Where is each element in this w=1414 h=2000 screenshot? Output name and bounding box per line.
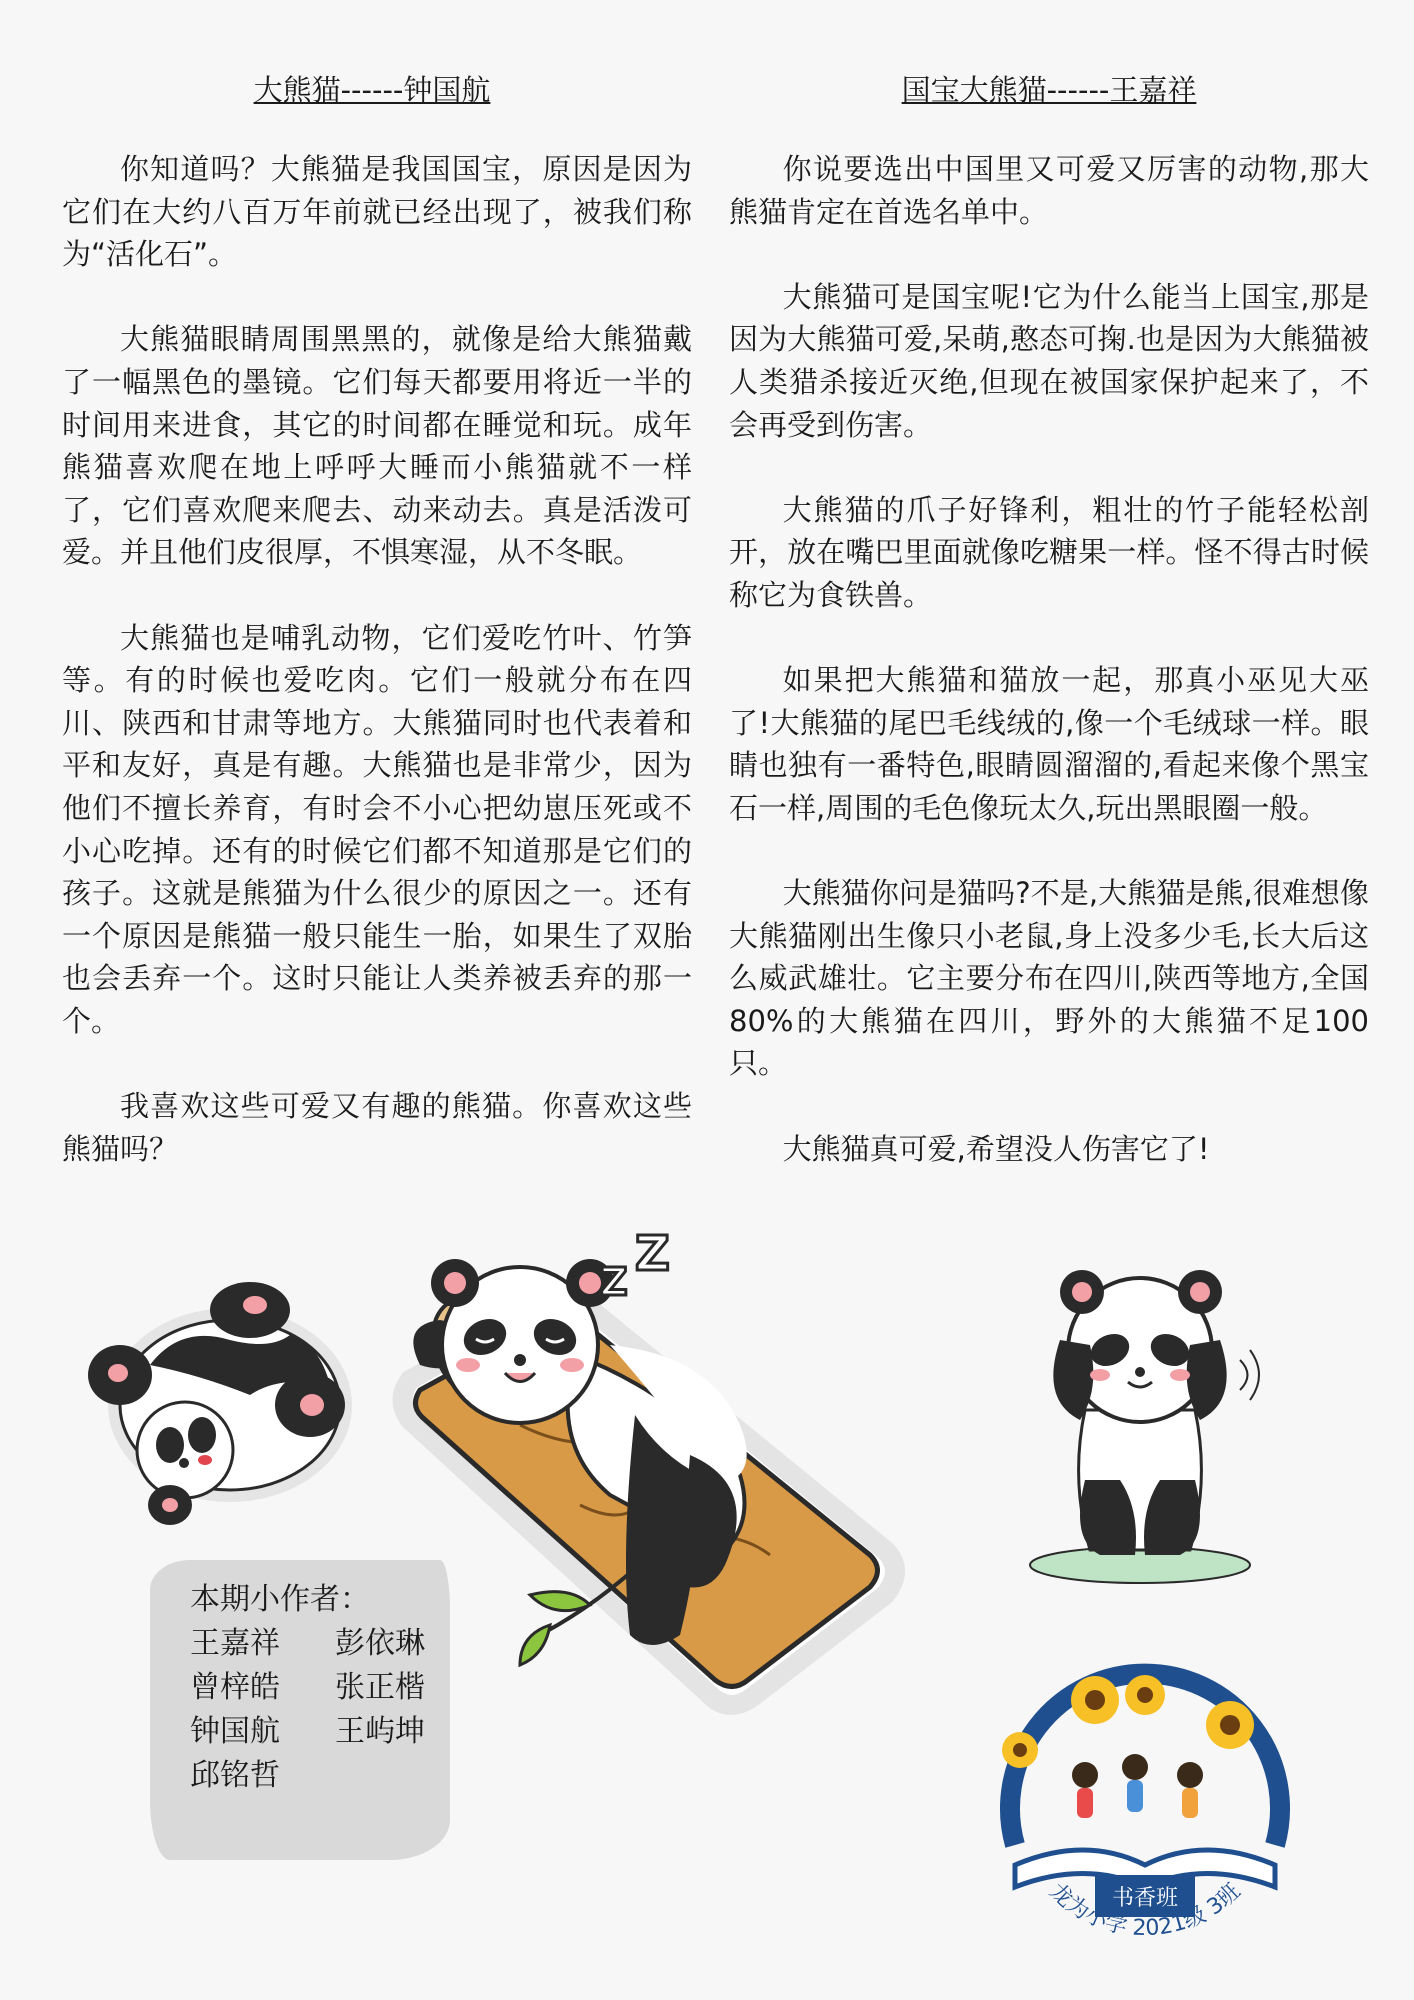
class-badge-logo xyxy=(985,1655,1305,1975)
badge-class-name: 书香班 xyxy=(1111,1886,1179,1911)
author-name: 张正楷 xyxy=(335,1670,425,1705)
right-paragraph-1: 你说要选出中国里又可爱又厉害的动物,那大熊猫肯定在首选名单中。 xyxy=(729,152,1369,229)
svg-text:Z: Z xyxy=(600,1260,628,1304)
author-name: 彭依琳 xyxy=(335,1626,425,1661)
left-paragraph-3: 大熊猫也是哺乳动物，它们爱吃竹叶、竹笋等。有的时候也爱吃肉。它们一般就分布在四川、陕西和甘肃等地方。大熊猫同时也代表着和平和友好，真是有趣。大熊猫也是非常少，因为他们不擅长养育，有时会不小心把幼崽压死或不小心吃掉。还有的时候它们都不知道那是它们的孩子。这就是熊猫为什么很少的原因之一。还有一个原因是熊猫一般只能生一胎，如果生了双胎也会丢弃一个。这时只能让人类养被丢弃的那一个。 xyxy=(62,620,692,1038)
right-paragraph-6: 大熊猫真可爱,希望没人伤害它了! xyxy=(782,1131,1210,1166)
right-article-title: 国宝大熊猫------王嘉祥 xyxy=(901,73,1197,107)
author-name: 邱铭哲 xyxy=(190,1758,280,1793)
author-name: 王屿坤 xyxy=(335,1714,425,1749)
right-paragraph-5: 大熊猫你问是猫吗?不是,大熊猫是熊,很难想像大熊猫刚出生像只小老鼠,身上没多少毛,长大后这么威武雄壮。它主要分布在四川,陕西等地方,全国80%的大熊猫在四川，野外的大熊猫不足100只。 xyxy=(729,876,1369,1081)
right-paragraph-3: 大熊猫的爪子好锋利，粗壮的竹子能轻松剖开，放在嘴巴里面就像吃糖果一样。怪不得古时候称它为食铁兽。 xyxy=(729,492,1369,612)
right-article xyxy=(729,62,1369,1213)
right-paragraph-2: 大熊猫可是国宝呢!它为什么能当上国宝,那是因为大熊猫可爱,呆萌,憨态可掬.也是因为大熊猫被人类猎杀接近灭绝,但现在被国家保护起来了，不会再受到伤害。 xyxy=(729,279,1369,442)
children-running-icon xyxy=(1072,1754,1203,1818)
badge-school-name: 龙为小学 2021级 3班 xyxy=(1044,1878,1246,1942)
left-paragraph-1: 你知道吗？大熊猫是我国国宝，原因是因为它们在大约八百万年前就已经出现了，被我们称为“活化石”。 xyxy=(62,152,692,272)
rolling-panda-illustration xyxy=(80,1255,380,1545)
authors-names xyxy=(190,1622,480,1798)
left-article xyxy=(62,62,692,1213)
left-paragraph-2: 大熊猫眼睛周围黑黑的，就像是给大熊猫戴了一幅黑色的墨镜。它们每天都要用将近一半的时间用来进食，其它的时间都在睡觉和玩。成年熊猫喜欢爬在地上呼呼大睡而小熊猫就不一样了，它们喜欢爬来爬去、动来动去。真是活泼可爱。并且他们皮很厚，不惧寒湿，从不冬眠。 xyxy=(62,322,692,570)
svg-text:Z: Z xyxy=(635,1226,670,1282)
author-name: 王嘉祥 xyxy=(190,1626,280,1661)
author-name: 钟国航 xyxy=(190,1714,280,1749)
left-paragraph-4: 我喜欢这些可爱又有趣的熊猫。你喜欢这些熊猫吗？ xyxy=(62,1089,692,1166)
authors-heading: 本期小作者： xyxy=(190,1582,370,1617)
author-name: 曾梓皓 xyxy=(190,1670,280,1705)
authors-box xyxy=(150,1560,450,1860)
standing-panda-illustration xyxy=(1010,1250,1270,1590)
right-paragraph-4: 如果把大熊猫和猫放一起，那真小巫见大巫了!大熊猫的尾巴毛线绒的,像一个毛绒球一样。眼睛也独有一番特色,眼睛圆溜溜的,看起来像个黑宝石一样,周围的毛色像玩太久,玩出黑眼圈一般。 xyxy=(729,663,1369,825)
left-article-title: 大熊猫------钟国航 xyxy=(253,73,491,107)
